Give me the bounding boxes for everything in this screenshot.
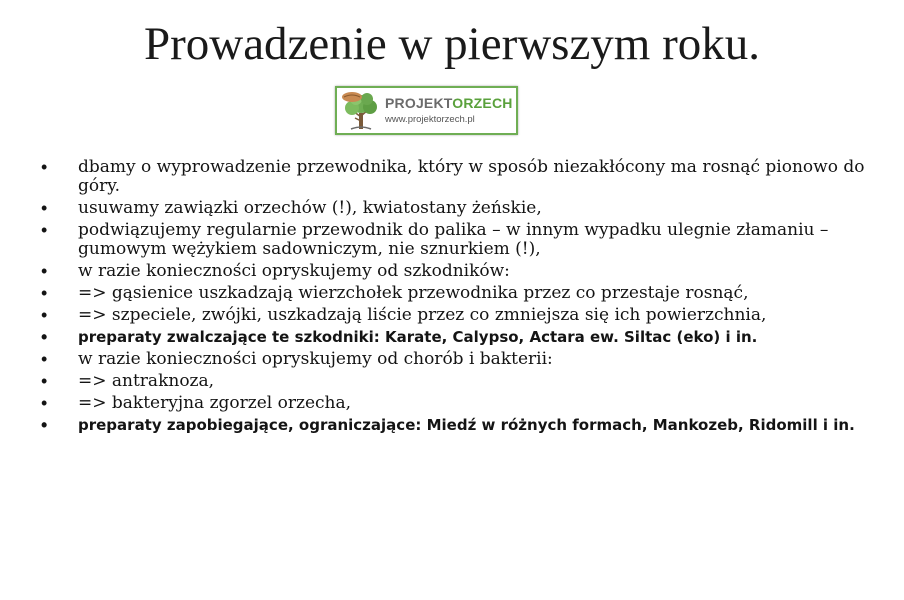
bullet-list bbox=[38, 158, 888, 438]
bullet-icon: • bbox=[41, 198, 48, 218]
bullet-icon: • bbox=[41, 393, 48, 413]
list-item bbox=[38, 372, 888, 391]
list-item bbox=[38, 350, 888, 369]
list-item-text: preparaty zwalczające te szkodniki: Karate, Calypso, Actara ew. Siltac (eko) i in. bbox=[78, 328, 758, 346]
walnut-icon bbox=[341, 91, 363, 103]
bullet-icon: • bbox=[41, 157, 48, 177]
list-item-text: usuwamy zawiązki orzechów (!), kwiatostany żeńskie, bbox=[78, 198, 542, 218]
list-item-text: => szpeciele, zwójki, uszkadzają liście przez co zmniejsza się ich powierzchnia, bbox=[78, 305, 767, 325]
slide-title: Prowadzenie w pierwszym roku. bbox=[143, 18, 761, 70]
bullet-icon: • bbox=[41, 415, 48, 435]
logo-url: www.projektorzech.pl bbox=[385, 114, 475, 125]
bullet-icon: • bbox=[41, 283, 48, 303]
list-item bbox=[38, 416, 888, 435]
list-item-text: w razie konieczności opryskujemy od chorób i bakterii: bbox=[78, 349, 553, 369]
list-item-text: => bakteryjna zgorzel orzecha, bbox=[78, 393, 352, 413]
bullet-icon: • bbox=[41, 327, 48, 347]
list-item-text: => antraknoza, bbox=[78, 371, 215, 391]
list-item bbox=[38, 328, 888, 347]
bullet-icon: • bbox=[41, 349, 48, 369]
list-item-text: => gąsienice uszkadzają wierzchołek przewodnika przez co przestaje rosnąć, bbox=[78, 283, 749, 303]
projekt-orzech-logo bbox=[335, 86, 518, 135]
bullet-icon: • bbox=[41, 305, 48, 325]
list-item bbox=[38, 199, 888, 218]
bullet-icon: • bbox=[41, 261, 48, 281]
bullet-icon: • bbox=[41, 220, 48, 240]
list-item bbox=[38, 394, 888, 413]
list-item bbox=[38, 284, 888, 303]
logo-name-part1: PROJEKT bbox=[385, 95, 453, 111]
list-item-text: preparaty zapobiegające, ograniczające: Miedź w różnych formach, Mankozeb, Ridomill i in. bbox=[78, 416, 855, 434]
list-item bbox=[38, 158, 888, 196]
list-item-text: w razie konieczności opryskujemy od szkodników: bbox=[78, 261, 510, 281]
bullet-icon: • bbox=[41, 371, 48, 391]
list-item-text: podwiązujemy regularnie przewodnik do palika – w innym wypadku ulegnie złamaniu – gumowym wężykiem sadowniczym, nie sznurkiem (!), bbox=[78, 220, 829, 259]
list-item bbox=[38, 262, 888, 281]
list-item bbox=[38, 221, 888, 259]
list-item-text: dbamy o wyprowadzenie przewodnika, który w sposób niezakłócony ma rosnąć pionowo do góry. bbox=[78, 157, 865, 196]
list-item bbox=[38, 306, 888, 325]
logo-name-part2: ORZECH bbox=[452, 95, 513, 111]
logo-name bbox=[385, 95, 513, 111]
